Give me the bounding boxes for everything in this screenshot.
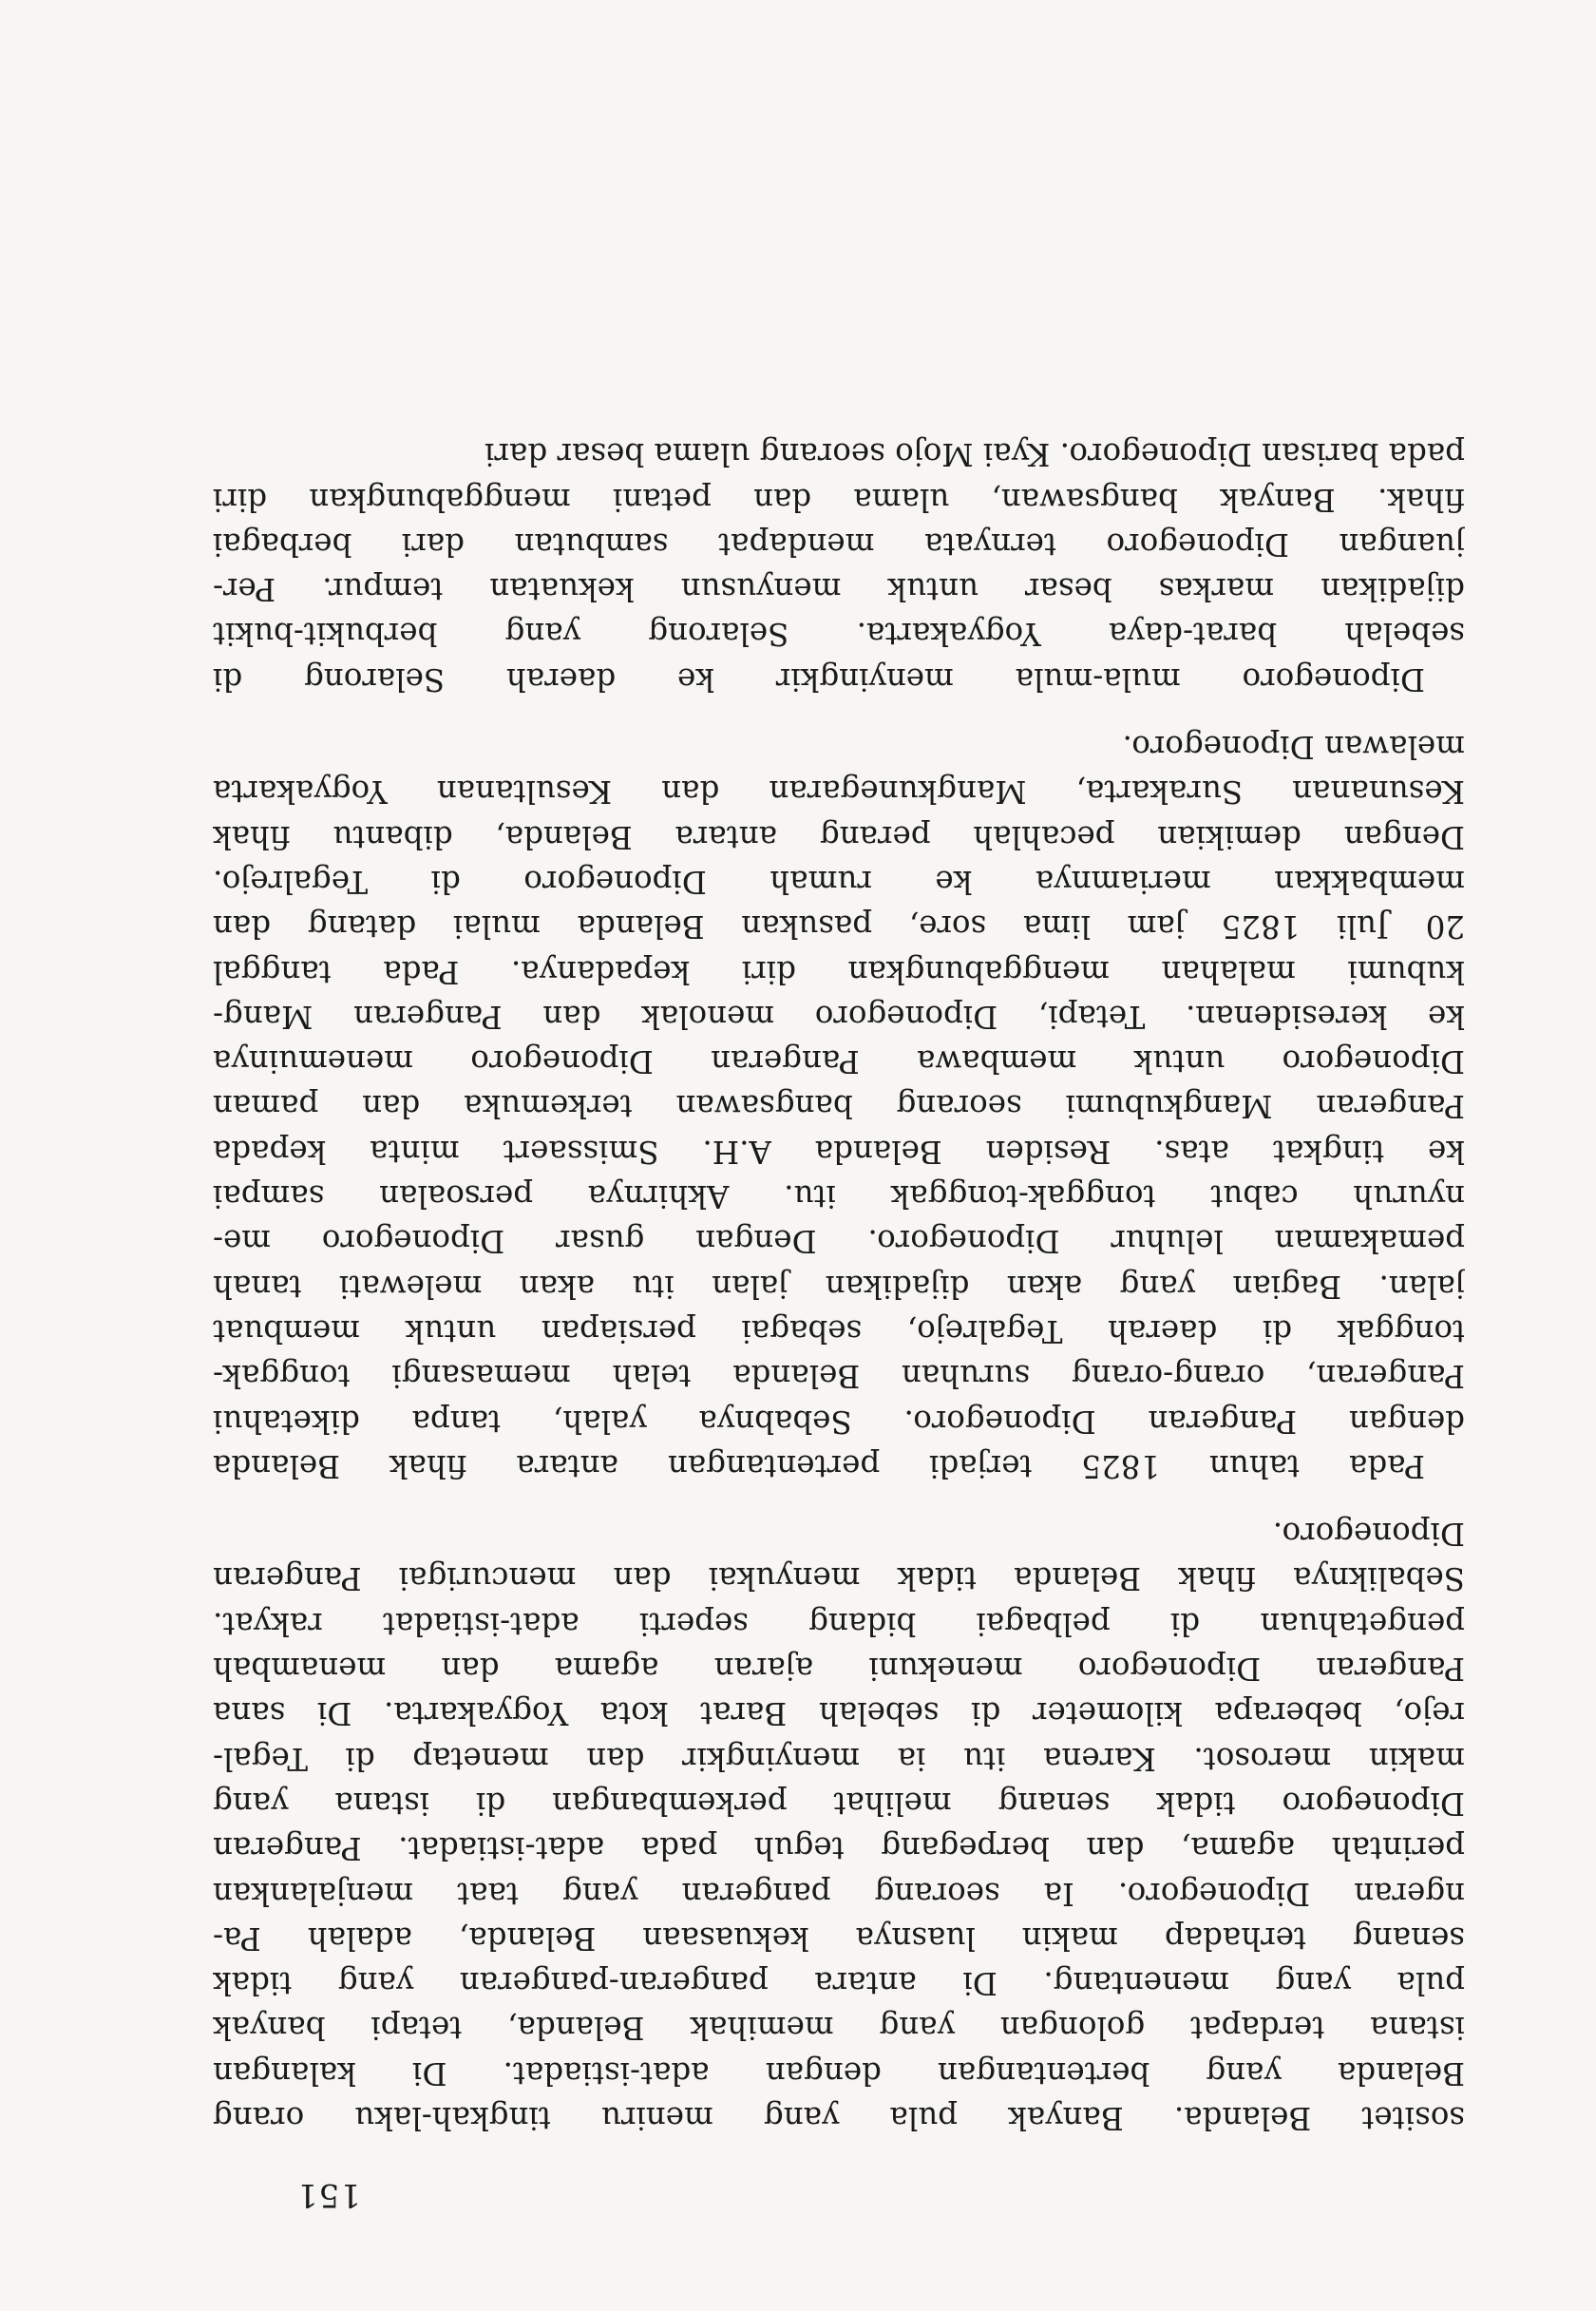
paragraph-spacer [213,1488,1465,1511]
text-line: kubumi malahan menggabungkan diri kepadanya. Pada tanggal [213,953,1465,990]
text-line: rejo, beberapa kilometer di sebelah Barat kota Yogyakarta. Di sana [213,1695,1465,1732]
text-line: Pada tahun 1825 terjadi pertentangan antara fihak Belanda [213,1447,1425,1484]
text-line: Diponegoro mula-mula menyingkir ke daerah Selarong di [213,660,1425,697]
text-line: pemakaman leluhur Diponegoro. Dengan gusar Diponegoro me- [213,1223,1465,1260]
text-line: dengan Pangeran Diponegoro. Sebabnya yalah, tanpa diketahui [213,1403,1465,1440]
text-line: Sebaliknya fihak Belanda tidak menyukai dan mencurigai Pangeran [213,1560,1465,1597]
paragraph [213,431,1465,701]
text-line: Pangeran Diponegoro menekuni ajaran agama dan menambah [213,1651,1465,1688]
text-line: nyuruh cabut tonggak-tonggak itu. Akhirnya persoalan sampai [213,1178,1465,1215]
text-line: tonggak di daerah Tegalrejo, sebagai persiapan untuk membuat [213,1312,1465,1349]
text-line: pada barisan Diponegoro. Kyai Mojo seorang ulama besar dari [484,436,1465,473]
text-line: Pangeran Mangkubumi seorang bangsawan terkemuka dan paman [213,1088,1465,1125]
text-line: Belanda yang bertentangan dengan adat-istiadat. Di kalangan [213,2054,1465,2091]
text-line: melawan Diponegoro. [1122,729,1465,766]
text-line: senang terhadap makin luasnya kekuasaan Belanda, adalah Pa- [213,1919,1465,1957]
text-line: perintah agama, dan berpegang teguh pada adat-istiadat. Pangeran [213,1830,1465,1867]
text-line: jalan. Bagian yang akan dijadikan jalan itu akan melewati tanah [213,1268,1465,1305]
page-number: 151 [296,2176,361,2214]
text-line: fihak. Banyak bangsawan, ulama dan petani menggabungkan diri [213,481,1465,518]
text-line: makin merosot. Karena itu ia menyingkir dan menetap di Tegal- [213,1740,1465,1777]
text-line: ke keresidenan. Tetapi, Diponegoro menolak dan Pangeran Mang- [213,998,1465,1035]
text-line: dijadikan markas besar untuk menyusun kekuatan tempur. Per- [213,571,1465,608]
paragraph-spacer [213,701,1465,724]
text-line: pengetahuan di pelbagai bidang seperti adat-istiadat rakyat. [213,1605,1465,1642]
text-line: istana terdapat golongan yang memihak Belanda, tetapi banyak [213,2010,1465,2047]
text-line: Diponegoro. [1272,1516,1465,1553]
text-line: ngeran Diponegoro. Ia seorang pangeran yang taat menjalankan [213,1875,1465,1912]
body-text [213,431,1465,2140]
paragraph [213,724,1465,1488]
text-line: ke tingkat atas. Residen Belanda A.H. Smissaert minta kepada [213,1133,1465,1170]
text-line: sositet Belanda. Banyak pula yang meniru tingkah-laku orang [213,2100,1465,2136]
paragraph [213,1511,1465,2140]
text-line: 20 Juli 1825 jam lima sore, pasukan Belanda mulai datang dan [213,908,1465,945]
text-line: Diponegoro tidak senang melihat perkembangan di istana yang [213,1785,1465,1822]
text-line: pula yang menentang. Di antara pangeran-pangeran yang tidak [213,1965,1465,2002]
text-line: Diponegoro untuk membawa Pangeran Diponegoro menemuinya [213,1043,1465,1080]
text-line: juangan Diponegoro ternyata mendapat sambutan dari berbagai [213,525,1465,563]
text-line: Pangeran, orang-orang suruhan Belanda telah memasangi tonggak- [213,1358,1465,1395]
text-line: membakkan meriamnya ke rumah Diponegoro di Tegalrejo. [213,863,1465,900]
text-line: Kesunanan Surakarta, Mangkunegaran dan Kesultanan Yogyakarta [213,774,1465,811]
text-line: Dengan demikian pecahlah perang antara Belanda, dibantu fihak [213,818,1465,855]
text-line: sebelah barat-daya Yogyakarta. Selarong yang berbukit-bukit [213,616,1465,653]
